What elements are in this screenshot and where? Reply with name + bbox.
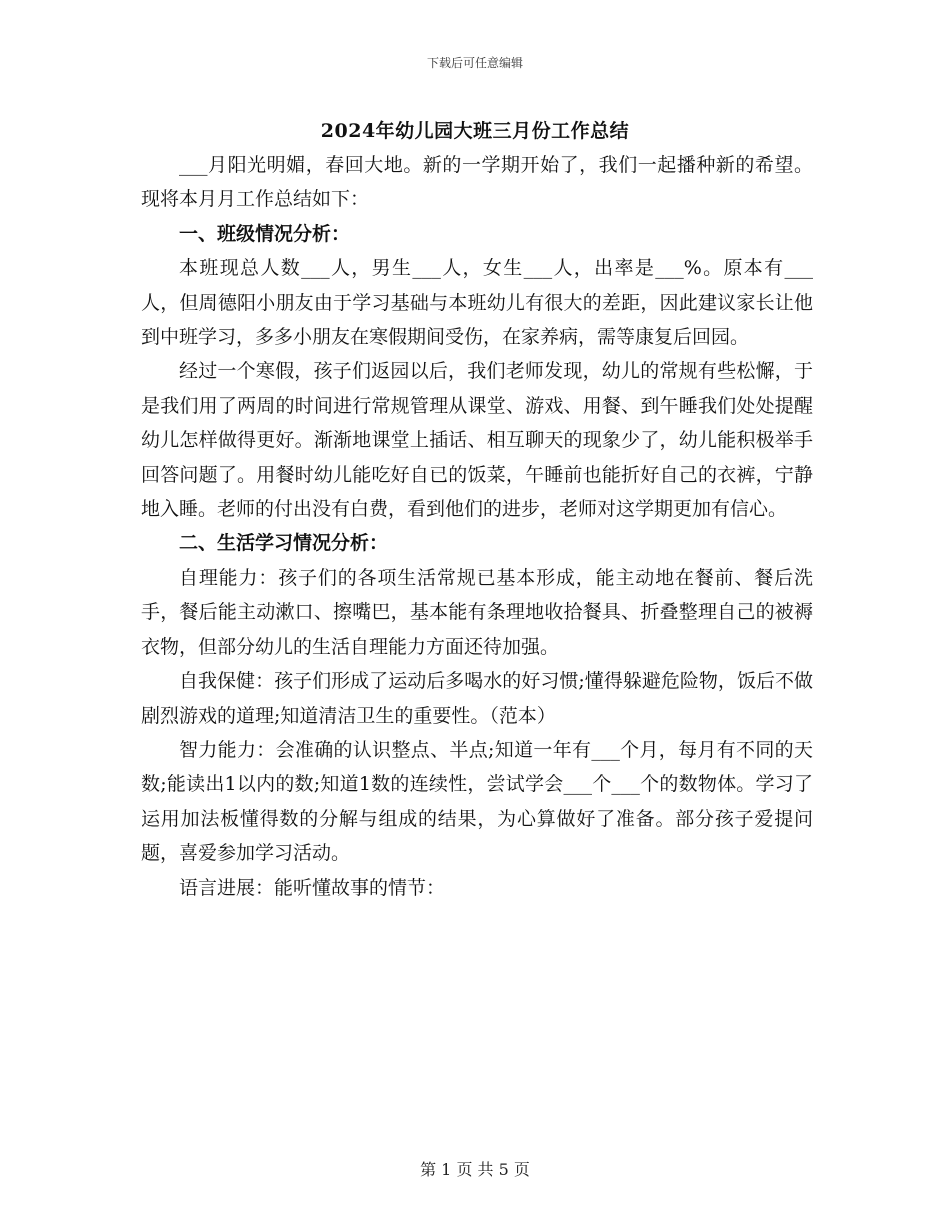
language-paragraph: 语言进展：能听懂故事的情节： xyxy=(179,876,446,899)
document-body xyxy=(141,148,813,905)
self-care-paragraph: 自理能力：孩子们的各项生活常规已基本形成，能主动地在餐前、餐后洗手，餐后能主动漱口、擦嘴巴，基本能有条理地收拾餐具、折叠整理自己的被褥衣物，但部分幼儿的生活自理能力方面还待加强。 xyxy=(141,566,813,658)
header-note: 下载后可任意编辑 xyxy=(426,56,523,70)
health-paragraph: 自我保健：孩子们形成了运动后多喝水的好习惯;懂得躲避危险物，饭后不做剧烈游戏的道理;知道清洁卫生的重要性。（范本） xyxy=(141,670,813,727)
section-heading-class-analysis: 一、班级情况分析： xyxy=(179,222,351,245)
intro-paragraph: ___月阳光明媚，春回大地。新的一学期开始了，我们一起播种新的希望。现将本月月工作总结如下： xyxy=(141,154,813,211)
intelligence-paragraph: 智力能力：会准确的认识整点、半点;知道一年有___个月，每月有不同的天数;能读出1以内的数;知道1数的连续性，尝试学会___个___个的数物体。学习了运用加法板懂得数的分解与组成的结果，为心算做好了准备。部分孩子爱提问题，喜爱参加学习活动。 xyxy=(141,738,813,865)
page-footer: 第 1 页 共 5 页 xyxy=(420,1160,530,1179)
section-heading-life-study: 二、生活学习情况分析： xyxy=(179,532,389,555)
routine-paragraph: 经过一个寒假，孩子们返园以后，我们老师发现，幼儿的常规有些松懈，于是我们用了两周的时间进行常规管理从课堂、游戏、用餐、到午睡我们处处提醒幼儿怎样做得更好。渐渐地课堂上插话、相互聊天的现象少了，幼儿能积极举手回答问题了。用餐时幼儿能吃好自已的饭菜，午睡前也能折好自己的衣裤，宁静地入睡。老师的付出没有白费，看到他们的进步，老师对这学期更加有信心。 xyxy=(141,360,813,521)
class-numbers-paragraph: 本班现总人数___人，男生___人，女生___人，出率是___%。原本有___人，但周德阳小朋友由于学习基础与本班幼儿有很大的差距，因此建议家长让他到中班学习，多多小朋友在寒假期间受伤，在家养病，需等康复后回园。 xyxy=(141,257,813,349)
document-title: 2024年幼儿园大班三月份工作总结 xyxy=(320,120,630,142)
